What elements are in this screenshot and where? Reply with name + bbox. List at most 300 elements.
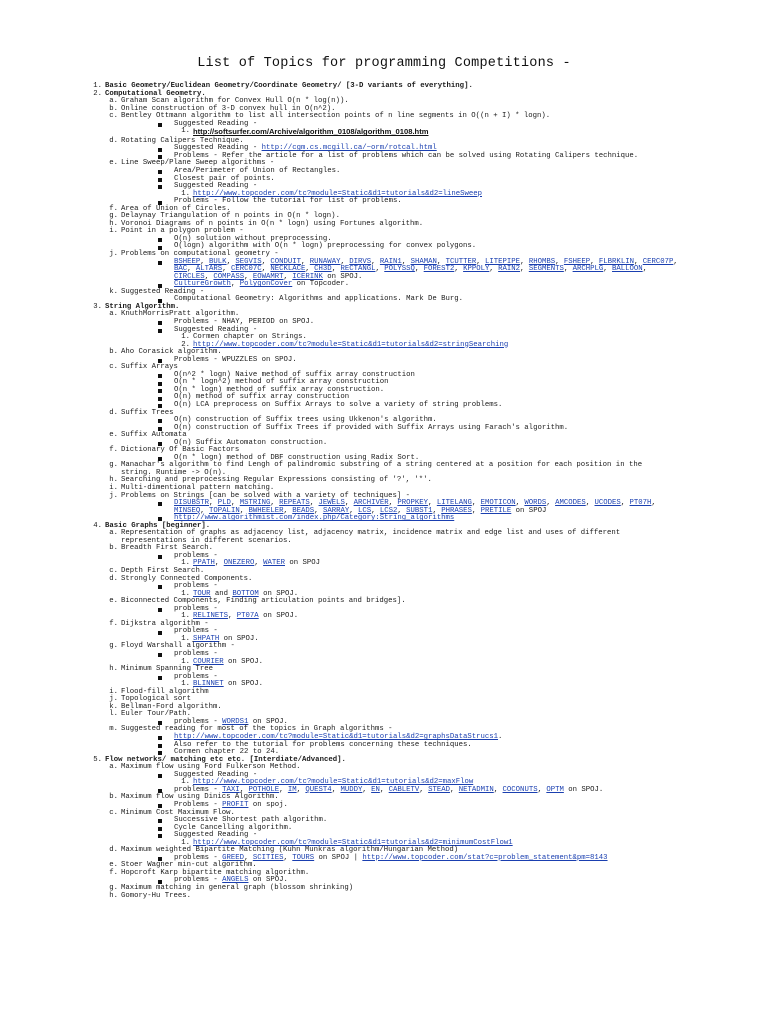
link[interactable]: BALLOON xyxy=(612,265,643,274)
list-item-text: , xyxy=(214,559,224,568)
list-marker: g. xyxy=(109,461,118,470)
list-item-text: O(n) LCA preprocess on Suffix Arrays to solve a variety of string problems. xyxy=(174,400,503,409)
link[interactable]: FOREST2 xyxy=(423,265,455,274)
bullet-square-icon xyxy=(158,329,162,333)
list-marker: f. xyxy=(109,868,118,877)
link[interactable]: ARCHPLG xyxy=(572,265,604,274)
list-item xyxy=(0,319,768,327)
list-item-text: , xyxy=(239,785,249,794)
link[interactable]: PT07A xyxy=(236,612,259,621)
bullet-square-icon xyxy=(158,585,162,589)
list-item-text: , xyxy=(371,257,380,266)
list-item-text: problems - xyxy=(174,717,223,726)
list-marker: 1. xyxy=(181,127,190,136)
link[interactable]: TOURS xyxy=(292,853,315,862)
list-marker: m. xyxy=(109,725,118,734)
list-item-text: O(n) construction of Suffix Trees if provided with Suffix Arrays using Farach's algorithm. xyxy=(174,423,569,432)
link[interactable]: LITELANG xyxy=(436,499,472,508)
list-marker: j. xyxy=(109,491,118,500)
list-marker: k. xyxy=(109,702,118,711)
list-marker: i. xyxy=(109,227,118,236)
list-item-text: Minimum Cost Maximum Flow. xyxy=(121,808,235,817)
list-item-text: on SPOJ. xyxy=(223,680,264,689)
link[interactable]: SEGMENTS xyxy=(528,265,564,274)
list-item-text: , xyxy=(673,257,678,266)
link[interactable]: QUEST4 xyxy=(305,785,332,794)
list-item-text: on SPOJ | xyxy=(314,853,363,862)
link[interactable]: COURIER xyxy=(193,657,224,666)
list-marker: d. xyxy=(109,574,118,583)
link[interactable]: WORDS1 xyxy=(222,717,249,726)
bullet-square-icon xyxy=(158,608,162,612)
list-item-text: on SPOJ. xyxy=(219,634,259,643)
list-marker: b. xyxy=(109,104,118,113)
list-item-text: Graham Scan algorithm for Convex Hull O(n * log(n)). xyxy=(121,97,349,106)
list-marker: 1. xyxy=(181,189,190,198)
link[interactable]: http://www.topcoder.com/tc?module=Static&d1=tutorials&d2=minimumCostFlow1 xyxy=(193,838,513,847)
link[interactable]: NETADMIN xyxy=(458,785,494,794)
list-item xyxy=(0,810,768,818)
link[interactable]: CERC07P xyxy=(642,257,674,266)
link[interactable]: TOPALIN xyxy=(209,506,240,515)
list-item-text: , xyxy=(546,499,556,508)
list-item xyxy=(0,583,768,591)
list-item xyxy=(0,349,768,357)
list-item-text: , xyxy=(226,257,236,266)
list-marker: a. xyxy=(109,97,118,106)
list-marker: j. xyxy=(109,250,118,259)
link[interactable]: MINSEQ xyxy=(174,506,201,515)
list-item-text: , xyxy=(651,499,656,508)
link[interactable]: GREED xyxy=(222,853,245,862)
list-marker: 1. xyxy=(181,559,190,568)
link[interactable]: RAIN1 xyxy=(379,257,402,266)
list-item-text: , xyxy=(270,499,280,508)
link[interactable]: LCS xyxy=(357,506,372,515)
list-item-text: on SPOJ. xyxy=(258,589,299,598)
list-item xyxy=(0,553,768,561)
list-item-text: , xyxy=(375,265,385,274)
link[interactable]: SHAMAN xyxy=(410,257,437,266)
list-item-text: Problems - NHAY, PERIOD on SPOJ. xyxy=(174,317,315,326)
list-item-text: , xyxy=(515,499,525,508)
list-item-text: , xyxy=(620,499,630,508)
list-item-text: on SPOJ. xyxy=(258,612,299,621)
list-item xyxy=(0,674,768,682)
link[interactable]: RELINETS xyxy=(193,612,229,621)
list-marker: 1. xyxy=(181,589,190,598)
list-item xyxy=(0,893,768,901)
list-item-text: O(n) construction of Suffix trees using Ukkenon's algorithm. xyxy=(174,416,437,425)
list-item-text: , xyxy=(493,785,503,794)
list-marker: e. xyxy=(109,159,118,168)
list-item-text: Suggested Reading - xyxy=(174,770,258,779)
link[interactable]: http://www.topcoder.com/tc?module=Static&d1=tutorials&d2=lineSweep xyxy=(193,189,483,198)
list-marker: 1. xyxy=(181,838,190,847)
list-item-text: , xyxy=(340,257,350,266)
link[interactable]: KPPOLY xyxy=(463,265,490,274)
link[interactable]: RECTANGL xyxy=(340,265,376,274)
link[interactable]: NECKLACE xyxy=(270,265,306,274)
link[interactable]: REPEATS xyxy=(279,499,310,508)
list-item-text: Biconnected Components, Finding articulation points and bridges]. xyxy=(121,597,406,606)
bullet-square-icon xyxy=(158,148,162,152)
list-item-text: , xyxy=(520,265,529,274)
link[interactable]: FSHEEP xyxy=(563,257,591,266)
list-item xyxy=(0,825,768,833)
link[interactable]: TCUTTER xyxy=(445,257,477,266)
link[interactable]: BWHEELER xyxy=(248,506,284,515)
list-item-text: , xyxy=(555,257,564,266)
bullet-square-icon xyxy=(158,819,162,823)
list-item-text: Basic Geometry/Euclidean Geometry/Coordinate Geometry/ [3-D variants of everything]. xyxy=(105,82,473,90)
list-item-text: Area/Perimeter of Union of Rectangles. xyxy=(174,167,341,176)
list-item-text: Representation of graphs as adjacency list, adjacency matrix, incidence matrix and edge list and uses of different xyxy=(121,529,621,538)
list-item xyxy=(0,764,768,772)
link[interactable]: LITEPIPE xyxy=(485,257,521,266)
link[interactable]: BSHEEP xyxy=(174,257,201,266)
list-marker: f. xyxy=(109,204,118,213)
list-item-text: Dijkstra algorithm - xyxy=(121,619,209,628)
bullet-square-icon xyxy=(158,774,162,778)
list-item-text: O(n^2 * logn) Naive method of suffix array construction xyxy=(174,370,415,379)
link[interactable]: AMCODES xyxy=(555,499,586,508)
link[interactable]: PROPKEY xyxy=(397,499,429,508)
list-item-text: Dictionary Of Basic Factors xyxy=(121,446,240,455)
list-item-text: Multi-dimentional pattern matching. xyxy=(121,483,275,492)
link[interactable]: FLBRKLIN xyxy=(598,257,634,266)
list-marker: c. xyxy=(109,363,118,372)
link[interactable]: EN xyxy=(371,785,380,794)
list-marker: j. xyxy=(109,695,118,704)
list-item-text: Problems on Strings [can be solved with a variety of techniques] - xyxy=(121,491,411,500)
list-item-text: . xyxy=(498,733,503,742)
link[interactable]: BEADS xyxy=(292,506,315,515)
link[interactable]: SUBST1 xyxy=(406,506,433,515)
list-item-text: , xyxy=(397,506,407,515)
link[interactable]: CERC07C xyxy=(230,265,262,274)
link[interactable]: BAC xyxy=(174,265,188,274)
link[interactable]: CH3D xyxy=(314,265,332,274)
list-marker: i. xyxy=(109,687,118,696)
list-item-text: , xyxy=(200,506,210,515)
list-item xyxy=(0,598,768,606)
list-item xyxy=(0,327,768,335)
list-item xyxy=(0,274,768,282)
list-item-text: , xyxy=(520,257,529,266)
link[interactable]: BOTTOM xyxy=(232,589,259,598)
list-item-text: Flood-fill algorithm xyxy=(121,687,209,696)
link[interactable]: SHPATH xyxy=(193,634,220,643)
link[interactable]: POTHOLE xyxy=(248,785,280,794)
list-marker: b. xyxy=(109,793,118,802)
list-item-text: Problems - Refer the article for a list of problems which can be solved using Rotating Calipers technique. xyxy=(174,151,639,160)
link[interactable]: http://cgm.cs.mcgill.ca/~orm/rotcal.html xyxy=(261,144,437,153)
bullet-square-icon xyxy=(158,123,162,127)
bullet-square-icon xyxy=(158,389,162,393)
list-item-text: Successive Shortest path algorithm. xyxy=(174,816,328,825)
list-item-text: on SPOJ. xyxy=(248,876,288,885)
list-item-text: , xyxy=(261,265,271,274)
list-marker: 1. xyxy=(181,333,190,342)
bullet-square-icon xyxy=(158,321,162,325)
bullet-square-icon xyxy=(158,382,162,386)
link[interactable]: PolygonCover xyxy=(239,280,293,289)
list-item-text: , xyxy=(239,506,249,515)
list-item-text: , xyxy=(419,785,429,794)
list-item-text: , xyxy=(489,265,499,274)
list-item xyxy=(0,176,768,184)
list-item-text: Floyd Warshall algorithm - xyxy=(121,642,235,651)
link[interactable]: ANGELS xyxy=(222,876,249,885)
link[interactable]: CultureGrowth xyxy=(174,280,231,289)
list-item-text: Problems - Follow the tutorial for list of problems. xyxy=(174,197,402,206)
link[interactable]: PROFIT xyxy=(222,800,249,809)
link[interactable]: ONEZERO xyxy=(223,559,255,568)
list-item-text: on SPOJ xyxy=(511,506,547,515)
link[interactable]: TAXI xyxy=(222,785,240,794)
list-item-text: Also refer to the tutorial for problems concerning these techniques. xyxy=(174,740,472,749)
list-item-text: , xyxy=(244,272,253,281)
list-item-text: Maximum flow using Dinics Algorithm. xyxy=(121,793,279,802)
list-item-text: Maximum flow using Ford Fulkerson Method. xyxy=(121,763,301,772)
list-item-text: Computational Geometry: Algorithms and applications. Mark De Burg. xyxy=(174,295,464,304)
list-item-text: KnuthMorrisPratt algorithm. xyxy=(121,310,240,319)
list-item-text: , xyxy=(228,612,237,621)
link[interactable]: WORDS xyxy=(524,499,547,508)
link[interactable]: SCITIES xyxy=(252,853,284,862)
list-item-text: , xyxy=(379,785,389,794)
list-item xyxy=(0,266,768,274)
list-item-text: , xyxy=(283,272,293,281)
bullet-square-icon xyxy=(158,261,162,265)
list-item-text: Line Sweep/Plane Sweep algorithms - xyxy=(121,159,275,168)
link[interactable]: PPATH xyxy=(193,559,215,568)
list-marker: c. xyxy=(109,808,118,817)
bullet-square-icon xyxy=(158,736,162,740)
bullet-square-icon xyxy=(158,827,162,831)
bullet-square-icon xyxy=(158,419,162,423)
link[interactable]: SARRAY xyxy=(322,506,350,515)
list-item-text: problems - xyxy=(174,604,218,613)
list-item xyxy=(0,168,768,176)
list-item-text: Maximum matching in general graph (blossom shrinking) xyxy=(121,883,354,892)
list-marker: 3. xyxy=(93,302,102,311)
list-item-text: on SPOJ. xyxy=(563,785,604,794)
list-marker: g. xyxy=(109,642,118,651)
list-marker: e. xyxy=(109,431,118,440)
list-item xyxy=(0,643,768,651)
link[interactable]: http://www.topcoder.com/tc?module=Static&d1=tutorials&d2=maxFlow xyxy=(193,778,474,787)
link[interactable]: BULK xyxy=(209,257,227,266)
list-item xyxy=(0,628,768,636)
list-item xyxy=(0,870,768,878)
list-marker: f. xyxy=(109,619,118,628)
list-item-text: , xyxy=(428,499,437,508)
list-marker: d. xyxy=(109,846,118,855)
list-item-text: Computational Geometry. xyxy=(105,89,206,98)
list-item-text: , xyxy=(314,506,323,515)
list-item xyxy=(0,666,768,674)
link[interactable]: http://www.algorithmist.com/index.php/Category:String_algorithms xyxy=(174,514,455,523)
list-marker: 2. xyxy=(181,340,190,349)
list-item-text: , xyxy=(204,272,214,281)
list-item-text: on Topcoder. xyxy=(292,280,350,289)
link[interactable]: PT07H xyxy=(629,499,652,508)
list-item-text: , xyxy=(349,506,358,515)
bullet-square-icon xyxy=(158,744,162,748)
link[interactable]: EOWAMRT xyxy=(252,272,284,281)
list-item xyxy=(0,621,768,629)
list-marker: 1. xyxy=(181,680,190,689)
list-item xyxy=(0,651,768,659)
list-item-text: Suggested Reading - xyxy=(174,182,258,191)
link[interactable]: TOUR xyxy=(193,589,211,598)
link[interactable]: LCS2 xyxy=(379,506,398,515)
list-item-text: Suffix Automata xyxy=(121,431,187,440)
list-item-text: , xyxy=(283,506,293,515)
list-item-text: Maximum weighted Bipartite Matching (Kuhn Munkras algorithm/Hungarian Method) xyxy=(121,846,459,855)
list-item-text: , xyxy=(261,257,271,266)
list-item-text: Topological sort xyxy=(121,695,192,704)
list-item-text: , xyxy=(254,559,264,568)
link[interactable]: http://www.topcoder.com/stat?c=problem_statement&pm=8143 xyxy=(362,853,608,862)
link[interactable]: ICERINK xyxy=(292,272,323,281)
list-item-text: Voronoi Diagrams of n points in O(n * logn) using Fortunes algorithm. xyxy=(121,219,424,228)
link[interactable]: OPTM xyxy=(546,785,564,794)
list-item-text: Manachar's algorithm to find Lengh of palindromic substring of a string centered at a position for each position in the xyxy=(121,461,643,470)
list-item xyxy=(0,462,768,470)
list-item-text: Suggested Reading - xyxy=(174,119,258,128)
list-item-text: , xyxy=(414,265,424,274)
link[interactable]: PRETILE xyxy=(480,506,512,515)
list-item xyxy=(0,311,768,319)
list-item-text: on SPOJ. xyxy=(223,657,264,666)
list-item xyxy=(0,794,768,802)
list-marker: 1. xyxy=(181,634,190,643)
list-item-text: problems - xyxy=(174,853,223,862)
list-item-text: Cormen chapter 22 to 24. xyxy=(174,748,280,757)
list-item-text: Suggested reading for most of the topics in Graph algorithms - xyxy=(121,725,393,734)
list-item-text: , xyxy=(537,785,547,794)
list-item-text: , xyxy=(388,499,398,508)
list-item-text: O(n) Suffix Automaton construction. xyxy=(174,438,328,447)
list-marker: h. xyxy=(109,665,118,674)
list-item-text: , xyxy=(301,257,310,266)
list-item-text: , xyxy=(283,853,293,862)
list-item-text: Problems on computational geometry - xyxy=(121,250,279,259)
list-item-text: problems - xyxy=(174,785,223,794)
list-marker: c. xyxy=(109,567,118,575)
link[interactable]: BLINNET xyxy=(193,680,224,689)
list-marker: 5. xyxy=(93,755,102,764)
link[interactable]: COCONUTS xyxy=(502,785,538,794)
list-item-text: , xyxy=(279,785,288,794)
list-item-text: Suggested Reading - xyxy=(174,144,262,153)
link[interactable]: http://www.topcoder.com/tc?module=Static&d1=tutorials&d2=graphsDataStrucs1 xyxy=(174,733,499,742)
list-item-text: Euler Tour/Path. xyxy=(121,710,192,719)
link[interactable]: CONDUIT xyxy=(270,257,302,266)
list-item-text: Breadth First Search. xyxy=(121,544,213,553)
link[interactable]: DIRVS xyxy=(349,257,372,266)
link[interactable]: POLYSSQ xyxy=(384,265,415,274)
link[interactable]: http://softsurfer.com/Archive/algorithm_0108/algorithm_0108.htm xyxy=(193,127,429,137)
link[interactable]: STEAD xyxy=(428,785,450,794)
list-item xyxy=(0,711,768,719)
list-item-text: Rotating Calipers Technique. xyxy=(121,136,244,145)
list-item xyxy=(0,530,768,538)
list-item-text: , xyxy=(432,506,442,515)
list-item-text: representations in different scenarios. xyxy=(121,536,292,545)
list-marker: k. xyxy=(109,287,118,296)
list-item-text: Suffix Arrays xyxy=(121,363,178,372)
list-marker: 1. xyxy=(93,82,102,90)
link[interactable]: ALTARS xyxy=(195,265,223,274)
list-item-text: Problems - xyxy=(174,800,223,809)
list-item-text: , xyxy=(590,257,599,266)
list-item xyxy=(0,228,768,236)
bullet-square-icon xyxy=(158,555,162,559)
list-item-text: , xyxy=(603,265,613,274)
link[interactable]: RAIN2 xyxy=(498,265,521,274)
list-item-text: O(n * logn) method of DBF construction using Radix Sort. xyxy=(174,453,420,462)
link[interactable]: MUDDY xyxy=(340,785,363,794)
list-item-text: Cycle Cancelling algorithm. xyxy=(174,823,293,832)
list-marker: 1. xyxy=(181,612,190,621)
link[interactable]: RUNAWAY xyxy=(309,257,341,266)
link[interactable]: MSTRING xyxy=(239,499,271,508)
link[interactable]: PLD xyxy=(217,499,231,508)
list-item-text: Stoer Wagner min-cut algorithm. xyxy=(121,861,257,870)
link[interactable]: UCODES xyxy=(594,499,621,508)
list-item-text: Suggested Reading - xyxy=(174,831,258,840)
link[interactable]: DISUBSTR xyxy=(174,499,210,508)
list-item-text: O(n * logn) method of suffix array construction. xyxy=(174,385,385,394)
list-marker: g. xyxy=(109,883,118,892)
bullet-square-icon xyxy=(158,834,162,838)
link[interactable]: ARCHIVER xyxy=(353,499,389,508)
link[interactable]: CABLETV xyxy=(388,785,420,794)
list-item-text: Gomory-Hu Trees. xyxy=(121,891,192,900)
link[interactable]: WATER xyxy=(263,559,285,568)
list-item xyxy=(0,576,768,584)
link[interactable]: EMOTICON xyxy=(480,499,516,508)
list-marker: f. xyxy=(109,446,118,455)
list-item-text: , xyxy=(436,257,446,266)
list-item-text: Depth First Search. xyxy=(121,567,205,575)
list-marker: 4. xyxy=(93,521,102,530)
list-item-text: String Algorithm. xyxy=(105,302,180,311)
list-item-text: Minimum Spanning Tree xyxy=(121,665,213,674)
link[interactable]: IM xyxy=(287,785,297,794)
list-item xyxy=(0,113,768,121)
list-item-text: Flow networks/ matching etc etc. [Interdiate/Advanced]. xyxy=(105,755,346,764)
link[interactable]: JEWELS xyxy=(318,499,345,508)
link[interactable]: RHOMBS xyxy=(528,257,556,266)
link[interactable]: SEGVIS xyxy=(235,257,262,266)
list-item-text: Point in a polygon problem - xyxy=(121,227,244,236)
link[interactable]: CIRCLES xyxy=(174,272,205,281)
link[interactable]: PHRASES xyxy=(441,506,472,515)
list-item-text: , xyxy=(454,265,464,274)
list-marker: c. xyxy=(109,112,118,121)
bullet-square-icon xyxy=(158,397,162,401)
link[interactable]: COMPASS xyxy=(213,272,245,281)
list-item-text: Suffix Trees xyxy=(121,408,174,417)
link[interactable]: http://www.topcoder.com/tc?module=Static&d1=tutorials&d2=stringSearching xyxy=(193,340,509,349)
list-item xyxy=(0,432,768,440)
bullet-square-icon xyxy=(158,178,162,182)
